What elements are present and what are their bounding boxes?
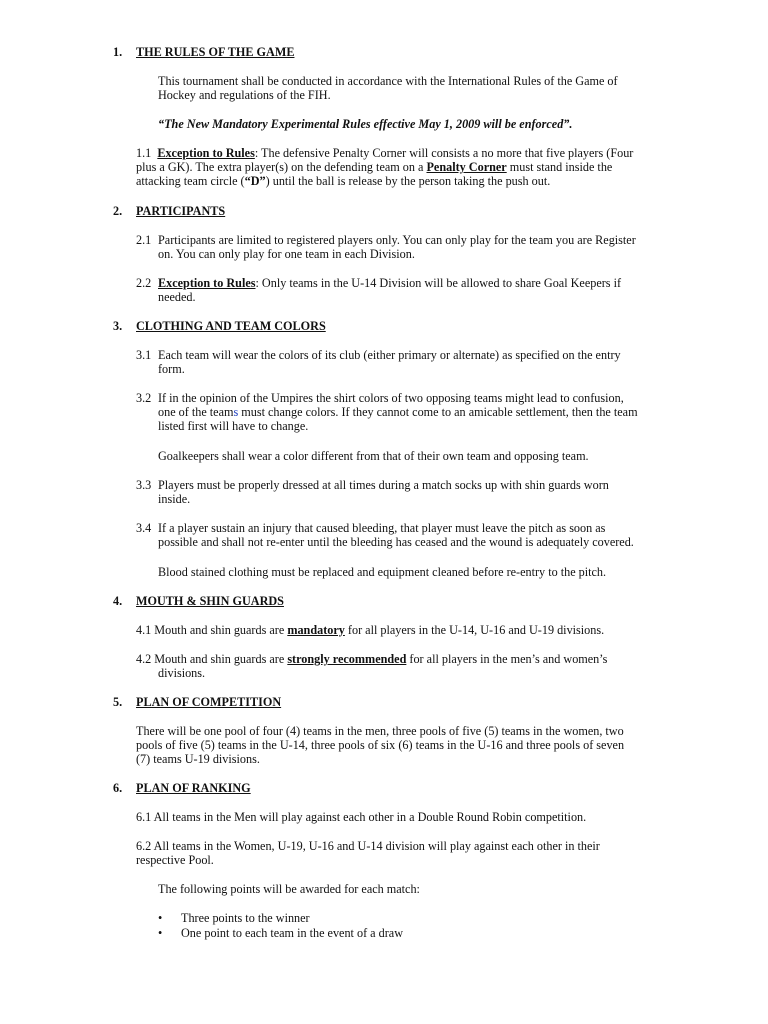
- rule-number: 3.2: [136, 391, 152, 405]
- section-5-title: PLAN OF COMPETITION: [136, 695, 282, 709]
- rule-text: inside.: [158, 492, 191, 506]
- paragraph-line: There will be one pool of four (4) teams in the men, three pools of five (5) teams in the women, two: [136, 724, 624, 738]
- rule-text: attacking team circle (: [136, 174, 245, 188]
- section-3-number: 3.: [113, 319, 123, 333]
- rule-1-1-line1: [136, 146, 633, 161]
- rule-text: form.: [158, 362, 185, 376]
- rule-text: on. You can only play for one team in each Division.: [158, 247, 415, 261]
- points-intro: The following points will be awarded for each match:: [158, 882, 420, 896]
- bullet-icon: •: [158, 911, 163, 925]
- rule-text: must stand inside the: [506, 160, 613, 174]
- exception-label: Exception to Rules: [157, 146, 255, 160]
- d-term: “D”: [244, 174, 266, 188]
- rule-3-2-line2: [158, 405, 638, 420]
- experimental-rules-notice: “The New Mandatory Experimental Rules effective May 1, 2009 will be enforced”.: [158, 117, 573, 131]
- rule-1-1-line2: [136, 160, 612, 175]
- rule-text: If a player sustain an injury that caused bleeding, that player must leave the pitch as soon as: [158, 521, 606, 535]
- rule-text: : The defensive Penalty Corner will consists a no more that five players (Four: [254, 146, 634, 160]
- rule-1-1-line3: [136, 174, 550, 189]
- section-6-number: 6.: [113, 781, 123, 795]
- section-6-title: PLAN OF RANKING: [136, 781, 251, 795]
- goalkeeper-note: Goalkeepers shall wear a color different from that of their own team and opposing team.: [158, 449, 589, 463]
- rule-number: 2.1: [136, 233, 152, 247]
- mandatory-term: mandatory: [287, 623, 345, 637]
- rule-text: needed.: [158, 290, 196, 304]
- rule-text: Each team will wear the colors of its club (either primary or alternate) as specified on the entry: [158, 348, 621, 362]
- rule-text: listed first will have to change.: [158, 419, 309, 433]
- section-4-number: 4.: [113, 594, 123, 608]
- strongly-recommended-term: strongly recommended: [287, 652, 407, 666]
- rule-number: 3.4: [136, 521, 152, 535]
- section-1-title: THE RULES OF THE GAME: [136, 45, 295, 59]
- rule-text: respective Pool.: [136, 853, 214, 867]
- rule-text: : Only teams in the U-14 Division will be allowed to share Goal Keepers if: [255, 276, 622, 290]
- section-1-number: 1.: [113, 45, 123, 59]
- rule-4-2-line1: [136, 652, 607, 667]
- rule-2-2-line1: [158, 276, 621, 291]
- rule-number: 1.1: [136, 146, 152, 160]
- section-2-title: PARTICIPANTS: [136, 204, 226, 218]
- section-2-number: 2.: [113, 204, 123, 218]
- rule-text: one of the team: [158, 405, 234, 419]
- rule-text: ) until the ball is release by the person taking the push out.: [265, 174, 551, 188]
- rule-text: plus a GK). The extra player(s) on the defending team on a: [136, 160, 427, 174]
- rule-text: 4.2 Mouth and shin guards are: [136, 652, 288, 666]
- rule-text: divisions.: [158, 666, 206, 680]
- bullet-item: One point to each team in the event of a draw: [181, 926, 403, 940]
- blood-note: Blood stained clothing must be replaced and equipment cleaned before re-entry to the pitch.: [158, 565, 607, 579]
- section-4-title: MOUTH & SHIN GUARDS: [136, 594, 284, 608]
- rule-number: 3.3: [136, 478, 152, 492]
- rule-number: 2.2: [136, 276, 152, 290]
- rule-text: If in the opinion of the Umpires the shirt colors of two opposing teams might lead to confusion,: [158, 391, 624, 405]
- rule-text: Players must be properly dressed at all times during a match socks up with shin guards worn: [158, 478, 609, 492]
- paragraph-line: pools of five (5) teams in the U-14, three pools of six (6) teams in the U-16 and three pools of seven: [136, 738, 625, 752]
- rule-text: for all players in the U-14, U-16 and U-19 divisions.: [344, 623, 605, 637]
- rule-text: must change colors. If they cannot come to an amicable settlement, then the team: [238, 405, 638, 419]
- exception-label: Exception to Rules: [158, 276, 256, 290]
- bullet-icon: •: [158, 926, 163, 940]
- rule-text: for all players in the men’s and women’s: [406, 652, 608, 666]
- paragraph-line: This tournament shall be conducted in accordance with the International Rules of the Game of: [158, 74, 618, 88]
- rule-6-1: 6.1 All teams in the Men will play against each other in a Double Round Robin competition.: [136, 810, 587, 824]
- section-3-title: CLOTHING AND TEAM COLORS: [136, 319, 326, 333]
- rule-text: 4.1 Mouth and shin guards are: [136, 623, 288, 637]
- paragraph-line: (7) teams U-19 divisions.: [136, 752, 260, 766]
- section-5-number: 5.: [113, 695, 123, 709]
- rule-text: 6.2 All teams in the Women, U-19, U-16 and U-14 division will play against each other in their: [136, 839, 600, 853]
- rule-text: possible and shall not re-enter until the bleeding has ceased and the wound is adequately covered.: [158, 535, 634, 549]
- paragraph-line: Hockey and regulations of the FIH.: [158, 88, 331, 102]
- rule-text: Participants are limited to registered players only. You can only play for the team you are Register: [158, 233, 636, 247]
- rule-4-1: [136, 623, 604, 638]
- rule-number: 3.1: [136, 348, 152, 362]
- rule-text: s: [233, 405, 239, 419]
- bullet-item: Three points to the winner: [181, 911, 310, 925]
- penalty-corner-term: Penalty Corner: [426, 160, 507, 174]
